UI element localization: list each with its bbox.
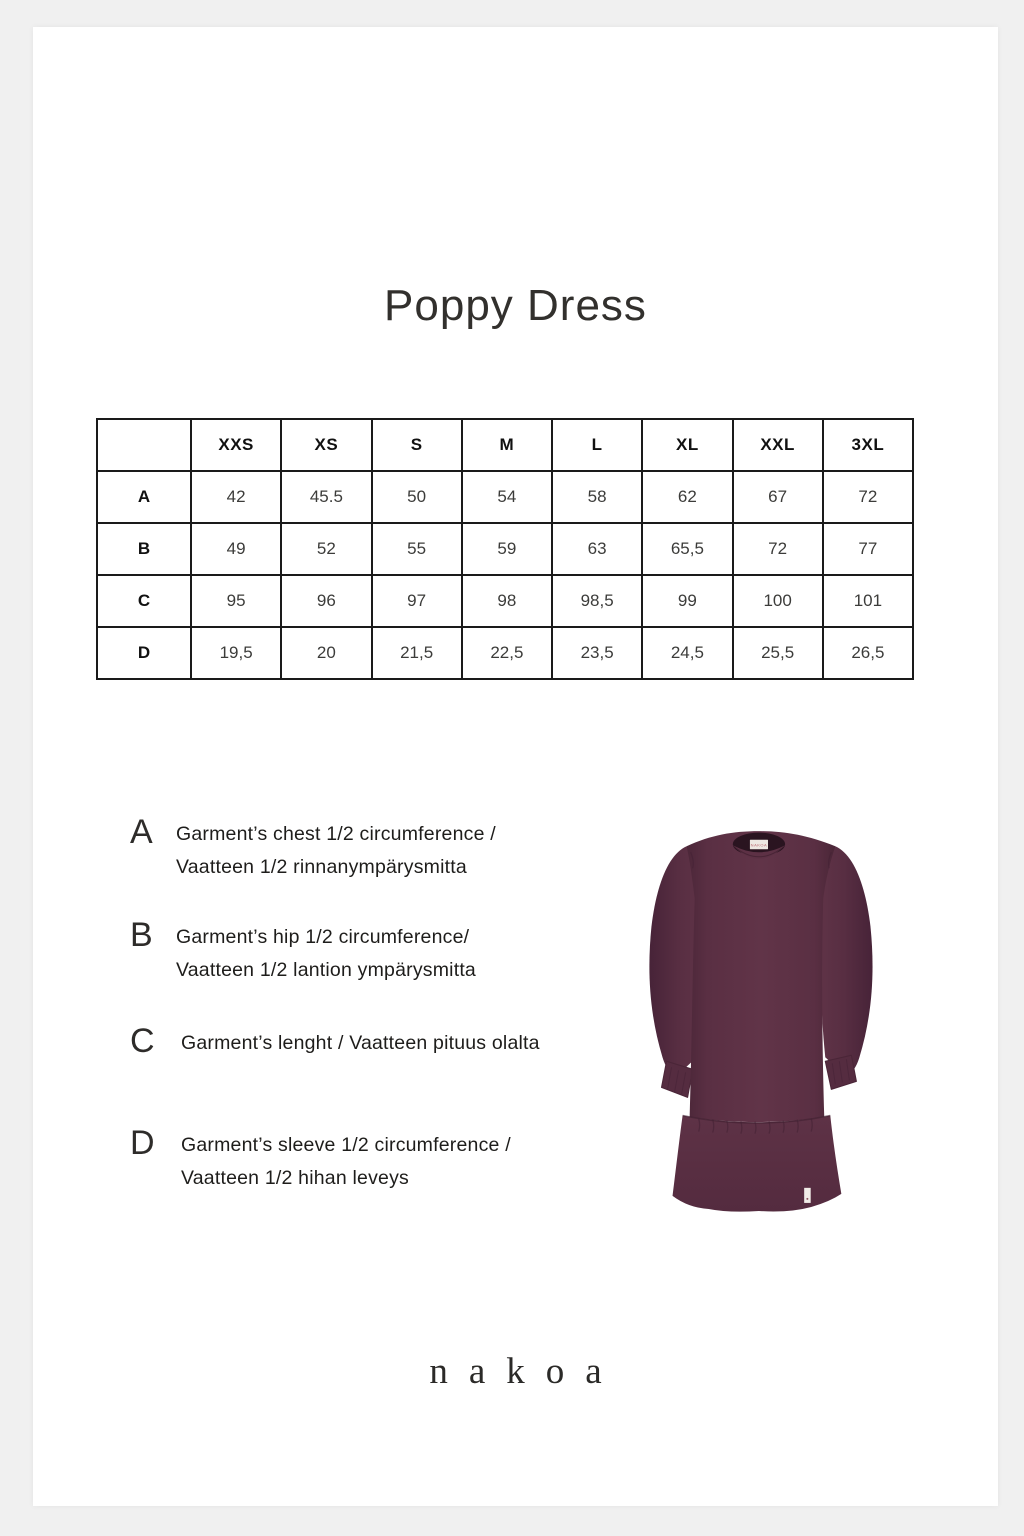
row-label: A <box>97 471 191 523</box>
legend-line: Vaatteen 1/2 hihan leveys <box>181 1167 409 1189</box>
table-row-b <box>97 523 913 575</box>
row-label: B <box>97 523 191 575</box>
size-cell: 58 <box>552 471 642 523</box>
size-cell: 45.5 <box>281 471 371 523</box>
size-chart-card <box>33 27 998 1506</box>
dress-sleeve-right <box>820 846 872 1074</box>
column-header-s: S <box>372 419 462 471</box>
size-cell: 67 <box>733 471 823 523</box>
size-cell: 19,5 <box>191 627 281 679</box>
table-row-a <box>97 471 913 523</box>
dress-hem-tag <box>804 1188 811 1203</box>
size-table <box>96 418 914 680</box>
size-cell: 22,5 <box>462 627 552 679</box>
legend-text-d <box>176 1126 511 1195</box>
column-header-m: M <box>462 419 552 471</box>
legend-line: Garment’s lenght / Vaatteen pituus olalta <box>181 1032 540 1054</box>
size-cell: 42 <box>191 471 281 523</box>
legend-line: Vaatteen 1/2 lantion ympärysmitta <box>176 959 476 981</box>
size-cell: 98,5 <box>552 575 642 627</box>
table-header-row <box>97 419 913 471</box>
legend-line: Garment’s sleeve 1/2 circumference / <box>181 1134 511 1156</box>
legend-line: Garment’s hip 1/2 circumference/ <box>176 926 470 948</box>
legend-text-b <box>176 918 476 987</box>
column-header-xxs: XXS <box>191 419 281 471</box>
legend-line: Vaatteen 1/2 rinnanympärysmitta <box>176 856 467 878</box>
dress-body <box>687 831 836 1122</box>
column-header-xl: XL <box>642 419 732 471</box>
size-cell: 72 <box>823 471 913 523</box>
size-cell: 54 <box>462 471 552 523</box>
legend-key-c: C <box>130 1022 155 1060</box>
size-cell: 23,5 <box>552 627 642 679</box>
legend-item-d <box>130 1126 511 1195</box>
row-label: D <box>97 627 191 679</box>
size-cell: 95 <box>191 575 281 627</box>
size-cell: 62 <box>642 471 732 523</box>
legend-key-b: B <box>130 916 153 954</box>
legend-text-c <box>176 1024 540 1060</box>
legend-key-a: A <box>130 813 153 851</box>
size-cell: 72 <box>733 523 823 575</box>
dress-neck-label-text: NAKOA <box>750 842 768 848</box>
size-cell: 77 <box>823 523 913 575</box>
table-row-d <box>97 627 913 679</box>
column-header-xs: XS <box>281 419 371 471</box>
corner-cell <box>97 419 191 471</box>
size-cell: 96 <box>281 575 371 627</box>
size-cell: 26,5 <box>823 627 913 679</box>
product-photo-poppy-dress <box>618 798 920 1220</box>
size-cell: 101 <box>823 575 913 627</box>
size-cell: 24,5 <box>642 627 732 679</box>
row-label: C <box>97 575 191 627</box>
dress-hem-tag-dot <box>806 1198 808 1200</box>
column-header-3xl: 3XL <box>823 419 913 471</box>
legend-item-a <box>130 815 496 884</box>
page-title: Poppy Dress <box>384 281 647 331</box>
size-cell: 21,5 <box>372 627 462 679</box>
size-cell: 20 <box>281 627 371 679</box>
column-header-l: L <box>552 419 642 471</box>
size-cell: 100 <box>733 575 823 627</box>
size-cell: 99 <box>642 575 732 627</box>
size-cell: 25,5 <box>733 627 823 679</box>
legend-text-a <box>176 815 496 884</box>
size-cell: 59 <box>462 523 552 575</box>
dress-ruffle <box>673 1116 842 1212</box>
dress-illustration <box>618 798 920 1220</box>
size-cell: 50 <box>372 471 462 523</box>
size-cell: 63 <box>552 523 642 575</box>
table-row-c <box>97 575 913 627</box>
size-cell: 65,5 <box>642 523 732 575</box>
legend-key-d: D <box>130 1124 155 1162</box>
legend-item-c <box>130 1024 540 1060</box>
legend-item-b <box>130 918 476 987</box>
brand-wordmark: nakoa <box>429 1351 623 1392</box>
size-cell: 98 <box>462 575 552 627</box>
column-header-xxl: XXL <box>733 419 823 471</box>
size-cell: 55 <box>372 523 462 575</box>
size-cell: 52 <box>281 523 371 575</box>
legend-line: Garment’s chest 1/2 circumference / <box>176 823 496 845</box>
size-cell: 97 <box>372 575 462 627</box>
size-cell: 49 <box>191 523 281 575</box>
